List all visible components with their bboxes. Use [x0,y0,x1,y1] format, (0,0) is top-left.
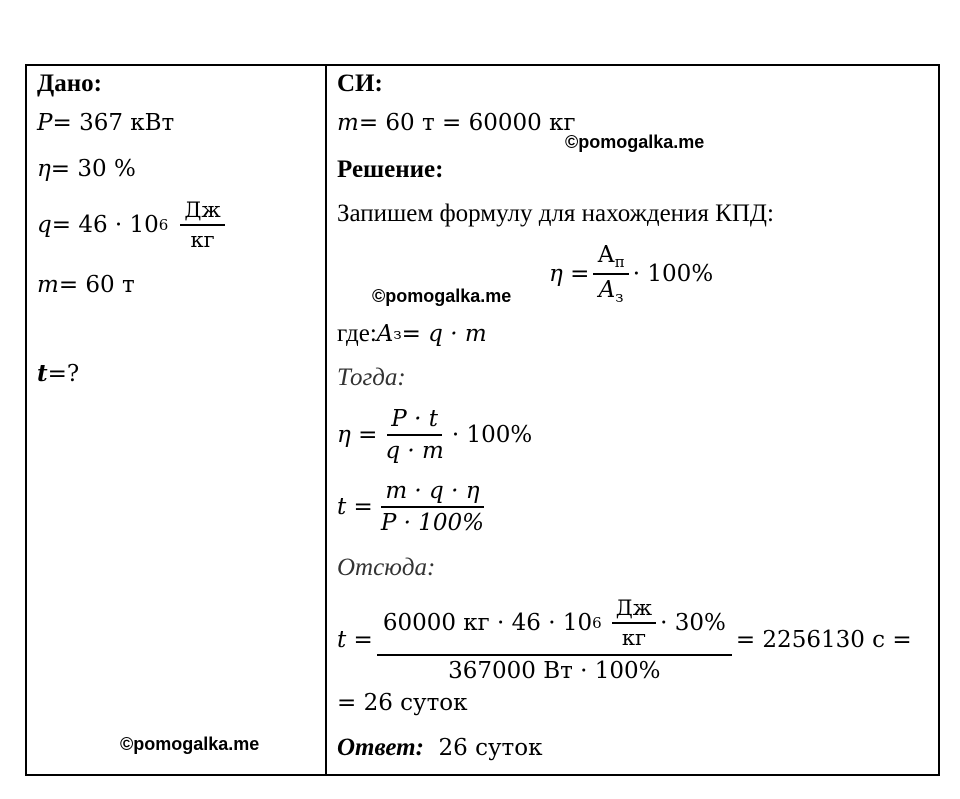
calculation-line2: = 26 суток [337,690,468,716]
given-heat-value [37,198,229,252]
given-header: Дано: [37,70,102,97]
mass-symbol: m [37,272,59,298]
where-subscript: з [393,325,402,343]
spent-work-subscript: з [615,288,624,307]
formula-eta-denominator: q · m [385,438,444,465]
calculation-denominator: 367000 Вт · 100% [448,658,661,685]
si-mass [337,110,576,136]
formula-time-denominator: P · 100% [380,510,484,537]
calculation-exponent: 6 [592,613,602,632]
given-unknown [37,360,79,387]
formula-efficiency-denominator [595,275,628,306]
calculation-result: = 2256130 с = [735,627,912,654]
formula-eta-expanded [337,406,532,465]
answer-value: 26 суток [423,735,543,761]
calculation-numerator-part1: 60000 кг · 46 · 10 [382,609,593,636]
where-line [337,320,487,348]
formula-time-lhs: t = [337,494,373,521]
time-symbol: t [37,360,48,387]
efficiency-value: = 30 % [50,156,136,182]
si-mass-symbol: m [337,110,359,136]
formula-efficiency-lhs: η = [549,261,590,288]
formula-efficiency-numerator [593,242,628,275]
si-mass-value: = 60 т = 60000 кг [358,110,576,136]
formula-eta-numerator: P · t [387,406,442,436]
spent-work-symbol: A [598,277,616,304]
hence-label: Отсюда: [337,554,436,581]
power-symbol: P [37,110,53,136]
calculation-numerator [377,596,732,656]
calculation-unit-fraction [612,596,656,650]
answer-line [337,734,542,762]
then-label: Тогда: [337,364,406,391]
watermark: ©pomogalka.me [565,132,705,152]
solution-intro: Запишем формулу для нахождения КПД: [337,200,774,227]
heat-exponent: 6 [158,216,169,235]
formula-time-numerator: m · q · η [381,478,483,508]
formula-efficiency [549,242,713,307]
solution-header: Решение: [337,156,444,183]
formula-efficiency-rest: · 100% [632,261,714,288]
formula-time-fraction [377,478,488,537]
calculation-fraction [377,596,732,685]
calculation [337,596,912,685]
watermark: ©pomogalka.me [372,286,512,306]
formula-efficiency-fraction [593,242,628,307]
time-unknown: =? [47,360,80,387]
power-value: = 367 кВт [52,110,175,136]
where-expression: = q · m [401,321,487,347]
where-symbol: A [376,321,394,347]
formula-eta-lhs: η = [337,422,378,449]
heat-unit-numerator: Дж [180,198,224,226]
where-label: где: [337,320,377,347]
column-divider [325,66,327,774]
si-header: СИ: [337,70,383,97]
given-mass [37,272,135,298]
calculation-numerator-part2: · 30% [660,609,726,636]
heat-unit-fraction [180,198,224,252]
useful-work-subscript: п [614,253,625,271]
formula-eta-rest: · 100% [451,422,533,449]
calculation-unit-denominator: кг [621,626,646,651]
answer-label: Ответ: [337,734,424,761]
heat-value: = 46 · 10 [51,212,159,239]
solution-table [25,64,940,776]
heat-unit-denominator: кг [190,228,215,253]
calculation-lhs: t = [337,627,373,654]
given-efficiency [37,156,136,182]
formula-eta-fraction [381,406,447,465]
mass-value: = 60 т [58,272,135,298]
formula-time [337,478,492,537]
watermark: ©pomogalka.me [120,734,260,754]
efficiency-symbol: η [37,156,51,182]
heat-symbol: q [37,212,52,239]
useful-work-symbol: А [597,242,615,268]
calculation-unit-numerator: Дж [612,596,656,624]
given-power [37,110,174,136]
